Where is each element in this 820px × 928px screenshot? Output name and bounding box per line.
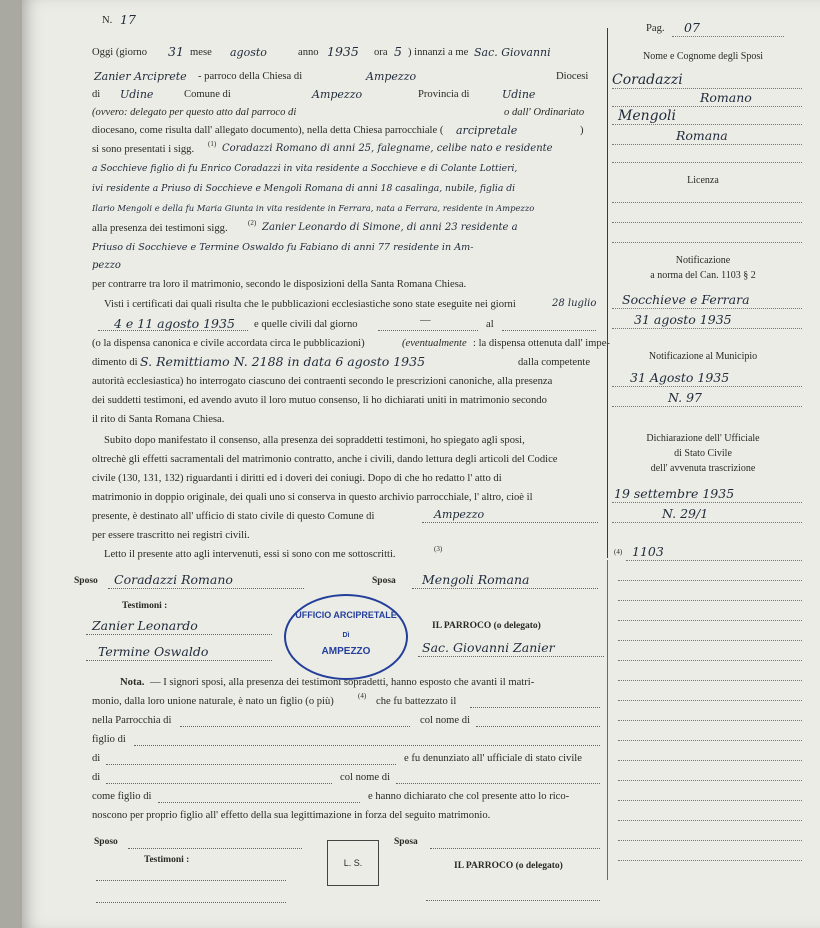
bride-parents: Ilario Mengoli e della fu Maria Giunta in vita residente in Ferrara, nata a Ferrara, residente in Ampezzo: [92, 203, 535, 213]
act-line-10: alla presenza dei testimoni sigg.: [92, 223, 228, 234]
note-sposo-label: Sposo: [94, 837, 118, 847]
act-line-20: il rito di Santa Romana Chiesa.: [92, 414, 225, 425]
footnote-4: (4): [358, 692, 367, 700]
notification-date: 31 agosto 1935: [634, 312, 732, 327]
act-line-2: - parroco della Chiesa di: [198, 71, 303, 82]
groom-parents: a Socchieve figlio di fu Enrico Coradazzi in vita residente a Socchieve e di Colante Lottieri,: [92, 163, 518, 174]
note-testimoni-label: Testimoni :: [144, 855, 190, 865]
act-di-label: di: [92, 89, 101, 100]
groom-signature: Coradazzi Romano: [114, 572, 233, 587]
stamp-text-top: UFFICIO ARCIPRETALE: [295, 610, 397, 620]
note-label: Nota.: [120, 677, 145, 688]
act-line-26: per essere trascritto nei registri civili.: [92, 530, 250, 541]
column-divider: [607, 28, 608, 558]
civil-registry-comune: Ampezzo: [434, 508, 485, 521]
stamp-text-middle: Dì: [342, 632, 350, 639]
act-line-25: presente, è destinato all' ufficio di stato civile di questo Comune di: [92, 511, 375, 522]
act-line-18: autorità ecclesiastica) ho interrogato ciascuno dei contraenti secondo le prescrizioni canoniche, alla presenza: [92, 376, 553, 387]
act-comune: Ampezzo: [312, 88, 363, 101]
sidebar-note-hand: 1103: [632, 544, 664, 559]
act-al-label: al: [486, 319, 494, 330]
sposa-label: Sposa: [372, 576, 396, 586]
act-provincia: Udine: [502, 88, 536, 101]
act-year: 1935: [327, 44, 359, 59]
groom-name: Romano: [700, 90, 752, 105]
sidebar-notif-title-2: a norma del Can. 1103 § 2: [650, 270, 756, 281]
sidebar-municipio-title: Notificazione al Municipio: [648, 351, 758, 362]
parish-office-stamp: [284, 594, 408, 680]
act-line-24: matrimonio in doppio originale, dei quali uno si conserva in questo archivio parrocchiale, l' altro, cioè il: [92, 492, 533, 503]
act-diocese: Udine: [120, 88, 154, 101]
act-ora-label: ora: [374, 47, 388, 58]
act-line-16: (o la dispensa canonica e civile accordata circa le pubblicazioni): [92, 338, 365, 349]
transcription-number: N. 29/1: [662, 506, 709, 521]
sidebar-names-title: Nome e Cognome degli Sposi: [643, 51, 763, 62]
act-line-16-c: : la dispensa ottenuta dall' impe-: [473, 338, 610, 349]
act-line-16-b: (eventualmente: [402, 338, 467, 349]
footnote-3: (3): [434, 545, 443, 553]
note-line-2-b: che fu battezzato il: [376, 696, 457, 707]
act-line-13: per contrarre tra loro il matrimonio, secondo le disposizioni della Santa Romana Chiesa.: [92, 279, 467, 290]
note-line-8: noscono per proprio figlio all' effetto della sua legittimazione in forza del seguito matrimonio.: [92, 810, 491, 821]
witness-2-signature: Termine Oswaldo: [98, 644, 209, 659]
note-line-2: monio, dalla loro unione naturale, è nato un figlio (o più): [92, 696, 334, 707]
seal-box: [327, 840, 379, 886]
publication-dates: 4 e 11 agosto 1935: [114, 316, 235, 331]
footnote-1: (1): [208, 140, 217, 148]
act-church: Ampezzo: [366, 70, 417, 83]
parroco-signature: Sac. Giovanni Zanier: [422, 640, 555, 655]
bride-surname: Mengoli: [618, 108, 676, 124]
sidebar-dich-3: dell' avvenuta trascrizione: [650, 463, 756, 474]
note-line-3-b: col nome di: [420, 715, 471, 726]
act-line-5-end: ): [580, 125, 584, 136]
witnesses-details-3: pezzo: [92, 260, 121, 271]
act-line-4-end: o dall' Ordinariato: [504, 107, 585, 118]
sidebar-notif-title-1: Notificazione: [675, 255, 731, 266]
note-line-5: di: [92, 753, 101, 764]
act-line-22: oltrechè gli effetti sacramentali del matrimonio contratto, anche i civili, dando lettura degli articoli del Codice: [92, 454, 558, 465]
transcription-date: 19 settembre 1935: [614, 486, 735, 501]
bride-signature: Mengoli Romana: [422, 572, 530, 587]
act-line-1-end: ) innanzi a me: [408, 47, 469, 58]
act-number-value: 17: [120, 12, 136, 27]
bride-name: Romana: [676, 128, 728, 143]
act-line-15: e quelle civili dal giorno: [254, 319, 358, 330]
act-day: 31: [168, 44, 184, 59]
sidebar-footnote-4: (4): [614, 548, 623, 556]
note-sposa-label: Sposa: [394, 837, 418, 847]
act-month: agosto: [230, 46, 267, 59]
witness-1-signature: Zanier Leonardo: [92, 618, 198, 633]
dispensation-details: S. Remittiamo N. 2188 in data 6 agosto 1935: [140, 354, 426, 369]
note-line-5-b: e fu denunziato all' ufficiale di stato civile: [404, 753, 582, 764]
act-hour: 5: [394, 44, 402, 59]
act-priest-name: Zanier Arciprete: [94, 70, 187, 83]
act-line-21: Subito dopo manifestato il consenso, alla presenza dei sopraddetti testimoni, ho spiegato agli sposi,: [104, 435, 525, 446]
act-line-5: diocesano, come risulta dall' allegato documento), nella detta Chiesa parrocchiale (: [92, 125, 444, 136]
note-line-4: figlio di: [92, 734, 126, 745]
municipio-date: 31 Agosto 1935: [630, 370, 730, 385]
sidebar-dich-1: Dichiarazione dell' Ufficiale: [646, 433, 760, 444]
act-line-17: dimento di: [92, 357, 138, 368]
note-line-1: — I signori sposi, alla presenza dei testimoni sopradetti, hanno esposto che avanti il matri-: [150, 677, 535, 688]
note-line-7-b: e hanno dichiarato che col presente atto lo rico-: [368, 791, 570, 802]
act-mese-label: mese: [190, 47, 212, 58]
sposo-label: Sposo: [74, 576, 98, 586]
sidebar-licenza-title: Licenza: [687, 175, 719, 186]
act-line-17-end: dalla competente: [518, 357, 591, 368]
act-comune-label: Comune di: [184, 89, 231, 100]
act-diocesi-label: Diocesi: [556, 71, 589, 82]
act-line-6: si sono presentati i sigg.: [92, 144, 195, 155]
column-divider-lower: [607, 560, 608, 880]
page-label: Pag.: [646, 23, 665, 34]
seal-label: L. S.: [343, 858, 363, 868]
notification-places: Socchieve e Ferrara: [622, 292, 750, 307]
page-value: 07: [684, 20, 700, 35]
stamp-text-bottom: AMPEZZO: [321, 646, 371, 657]
act-provincia-label: Provincia di: [418, 89, 470, 100]
civil-from-dash: —: [420, 315, 431, 326]
act-number-label: N.: [102, 15, 113, 26]
act-anno-label: anno: [298, 47, 319, 58]
note-line-3: nella Parrocchia di: [92, 715, 172, 726]
bride-details: ivi residente a Priuso di Socchieve e Mengoli Romana di anni 18 casalinga, nubile, figlia di: [92, 183, 516, 194]
note-line-7: come figlio di: [92, 791, 152, 802]
act-line-4: (ovvero: delegato per questo atto dal parroco di: [92, 107, 297, 118]
act-line-1-start: Oggi (giorno: [92, 47, 148, 58]
register-page: [22, 0, 820, 928]
witnesses-details: Zanier Leonardo di Simone, di anni 23 residente a: [262, 222, 518, 233]
act-line-19: dei suddetti testimoni, ed avendo avuto il loro mutuo consenso, li ho dichiarati uniti in matrimonio secondo: [92, 395, 547, 406]
testimoni-label: Testimoni :: [122, 601, 168, 611]
act-line-14: Visti i certificati dai quali risulta che le pubblicazioni ecclesiastiche sono state eseguite nei giorni: [104, 299, 516, 310]
note-line-6: di: [92, 772, 101, 783]
witnesses-details-2: Priuso di Socchieve e Termine Oswaldo fu Fabiano di anni 77 residente in Am-: [92, 242, 474, 253]
groom-surname: Coradazzi: [612, 72, 683, 88]
note-line-6-b: col nome di: [340, 772, 391, 783]
act-line-23: civile (130, 131, 132) riguardanti i diritti ed i doveri dei coniugi. Dopo di che ho redatto l' atto di: [92, 473, 502, 484]
note-parroco-label: IL PARROCO (o delegato): [454, 861, 563, 871]
sidebar-dich-2: di Stato Civile: [674, 448, 732, 459]
groom-details: Coradazzi Romano di anni 25, falegname, celibe nato e residente: [222, 143, 553, 154]
publication-date-1: 28 luglio: [552, 298, 597, 309]
footnote-2: (2): [248, 219, 257, 227]
act-priest: Sac. Giovanni: [474, 46, 551, 59]
act-church-type: arcipretale: [456, 124, 518, 137]
municipio-number: N. 97: [668, 390, 702, 405]
act-line-27: Letto il presente atto agli intervenuti, essi si sono con me sottoscritti.: [104, 549, 396, 560]
parroco-label: IL PARROCO (o delegato): [432, 621, 541, 631]
